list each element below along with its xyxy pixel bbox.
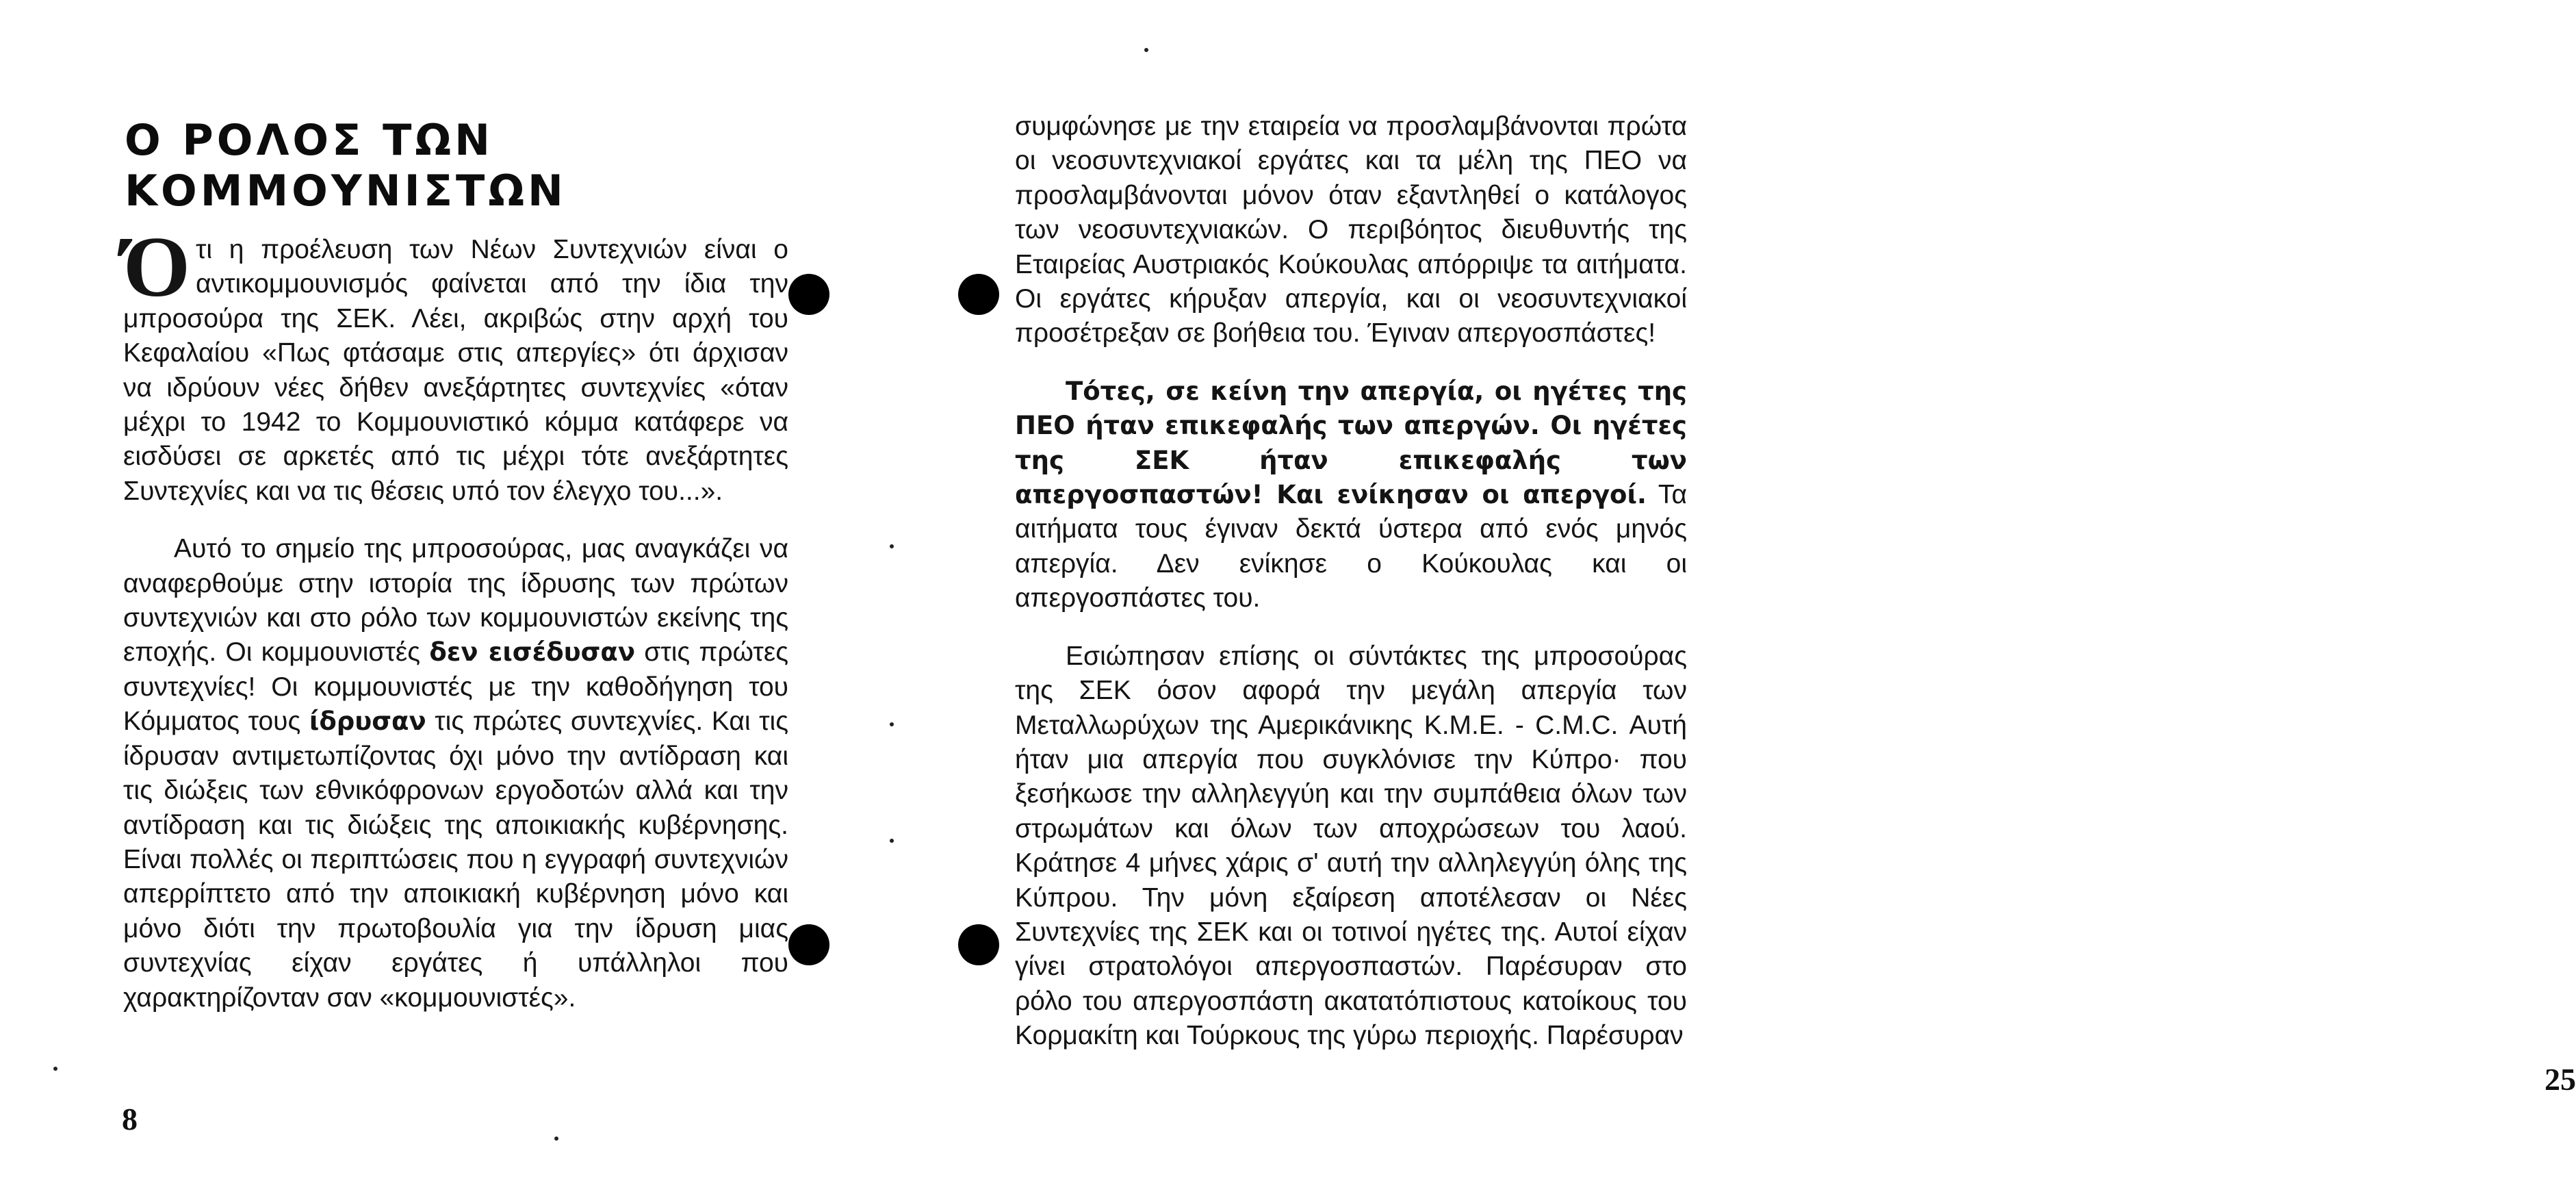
left-page: [0, 0, 890, 1194]
emphasis-text: δεν εισέδυσαν: [429, 637, 636, 668]
scan-speck: [53, 1067, 57, 1071]
binder-hole-icon: [788, 274, 829, 315]
right-text-column: [1015, 110, 1687, 1054]
right-paragraph-2: Τότες, σε κείνη την απεργία, οι ηγέτες της ΠΕΟ ήταν επικεφαλής των απεργών. Οι ηγέτες της ΣΕΚ ήταν επικεφαλής των απεργοσπαστών! Και ενίκησαν οι απεργοί. Τα αιτήματα τους έγιναν δεκτά ύστερα από ενός μηνός απεργία. Δεν ενίκησε ο Κούκουλας και οι απεργοσπάστες του.: [1015, 376, 1687, 613]
scan-speck: [890, 722, 894, 726]
scan-speck: [890, 544, 894, 548]
binder-hole-icon: [788, 924, 829, 965]
page-number-left: 8: [122, 1102, 138, 1136]
right-paragraph-3: Εσιώπησαν επίσης οι σύντάκτες της μπροσούρας της ΣΕΚ όσον αφορά την μεγάλη απεργία των Μεταλλωρύχων της Αμερικάνικης Κ.Μ.Ε. - C.M.C. Αυτή ήταν μια απεργία που συγκλόνισε την Κύπρο· που ξεσήκωσε την αλληλεγγύη και την συμπάθεια όλων των στρωμάτων και όλων των αποχρώσεων του λαού. Κράτησε 4 μήνες χάρις σ' αυτή την αλληλεγγύη όλης της Κύπρου. Την μόνη εξαίρεση αποτέλεσαν οι Νέες Συντεχνίες της ΣΕΚ και οι τοτινοί ηγέτες της. Αυτοί είχαν γίνει στρατολόγοι απεργοσπαστών. Παρέσυραν στο ρόλο του απεργοσπάστη ακατατόπιστους κατοίκους του Κορμακίτη και Τούρκους της γύρω περιοχής. Παρέσυραν: [1015, 641, 1687, 1051]
left-paragraph-2: Αυτό το σημείο της μπροσούρας, μας αναγκάζει να αναφερθούμε στην ιστορία της ίδρυσης των πρώτων συντεχνιών και στο ρόλο των κομμουνιστών εκείνης της εποχής. Οι κομμουνιστές δεν εισέδυσαν στις πρώτες συντεχνίες! Οι κομμουνιστές με την καθοδήγηση του Κόμματος τους ίδρυσαν τις πρώτες συντεχνίες. Και τις ίδρυσαν αντιμετωπίζοντας όχι μόνο την αντίδραση και τις διώξεις των εθνικόφρονων εργοδοτών αλλά και την αντίδραση και τις διώξεις της αποικιακής κυβέρνησης. Είναι πολλές οι περιπτώσεις που η εγγραφή συντεχνιών απερρίπτετο από την αποικιακή κυβέρνηση μόνο και μόνο διότι την πρωτοβουλία για την ίδρυση μιας συντεχνίας είχαν εργάτες ή υπάλληλοι που χαρακτηρίζονταν σαν «κομμουνιστές».: [123, 534, 788, 1013]
binder-hole-icon: [958, 924, 999, 965]
scan-speck: [890, 839, 894, 843]
scan-speck: [554, 1136, 558, 1141]
emphasis-text: Τότες, σε κείνη την απεργία, οι ηγέτες της ΠΕΟ ήταν επικεφαλής των απεργών. Οι ηγέτες της ΣΕΚ ήταν επικεφαλής των απεργοσπαστών! Και ενίκησαν οι απεργοί.: [1015, 376, 1687, 510]
left-paragraph-1: Ότι η προέλευση των Νέων Συντεχνιών είναι ο αντικομμουνισμός φαίνεται από την ίδια την μπροσούρα της ΣΕΚ. Λέει, ακριβώς στην αρχή του Κεφαλαίου «Πως φτάσαμε στις απεργίες» ότι άρχισαν να ιδρύουν νέες δήθεν ανεξάρτητες συντεχνίες «όταν μέχρι το 1942 το Κομμουνιστικό κόμμα κατάφερε να εισδύσει σε αρκετές από τις μέχρι τότε ανεξάρτητες Συντεχνίες και να τις θέσεις υπό τον έλεγχο του...».: [123, 220, 788, 506]
scan-speck: [1144, 48, 1148, 52]
left-text-column: [123, 220, 788, 1015]
drop-cap: Ό: [123, 220, 191, 315]
binder-hole-icon: [958, 274, 999, 315]
page-number-right: 25: [2545, 1062, 2576, 1097]
page-title: Ο ΡΟΛΟΣ ΤΩΝ ΚΟΜΜΟΥΝΙΣΤΩΝ: [125, 115, 567, 216]
right-paragraph-1: συμφώνησε με την εταιρεία να προσλαμβάνονται πρώτα οι νεοσυντεχνιακοί εργάτες και τα μέλη της ΠΕΟ να προσλαμβάνονται μόνον όταν εξαντληθεί ο κατάλογος των νεοσυντεχνιακών. Ο περιβόητος διευθυντής της Εταιρείας Αυστριακός Κούκουλας απόρριψε τα αιτήματα. Οι εργάτες κήρυξαν απεργία, και οι νεοσυντεχνιακοί προσέτρεξαν σε βοήθεια του. Έγιναν απεργοσπάστες!: [1015, 112, 1687, 348]
emphasis-text: ίδρυσαν: [309, 707, 426, 737]
